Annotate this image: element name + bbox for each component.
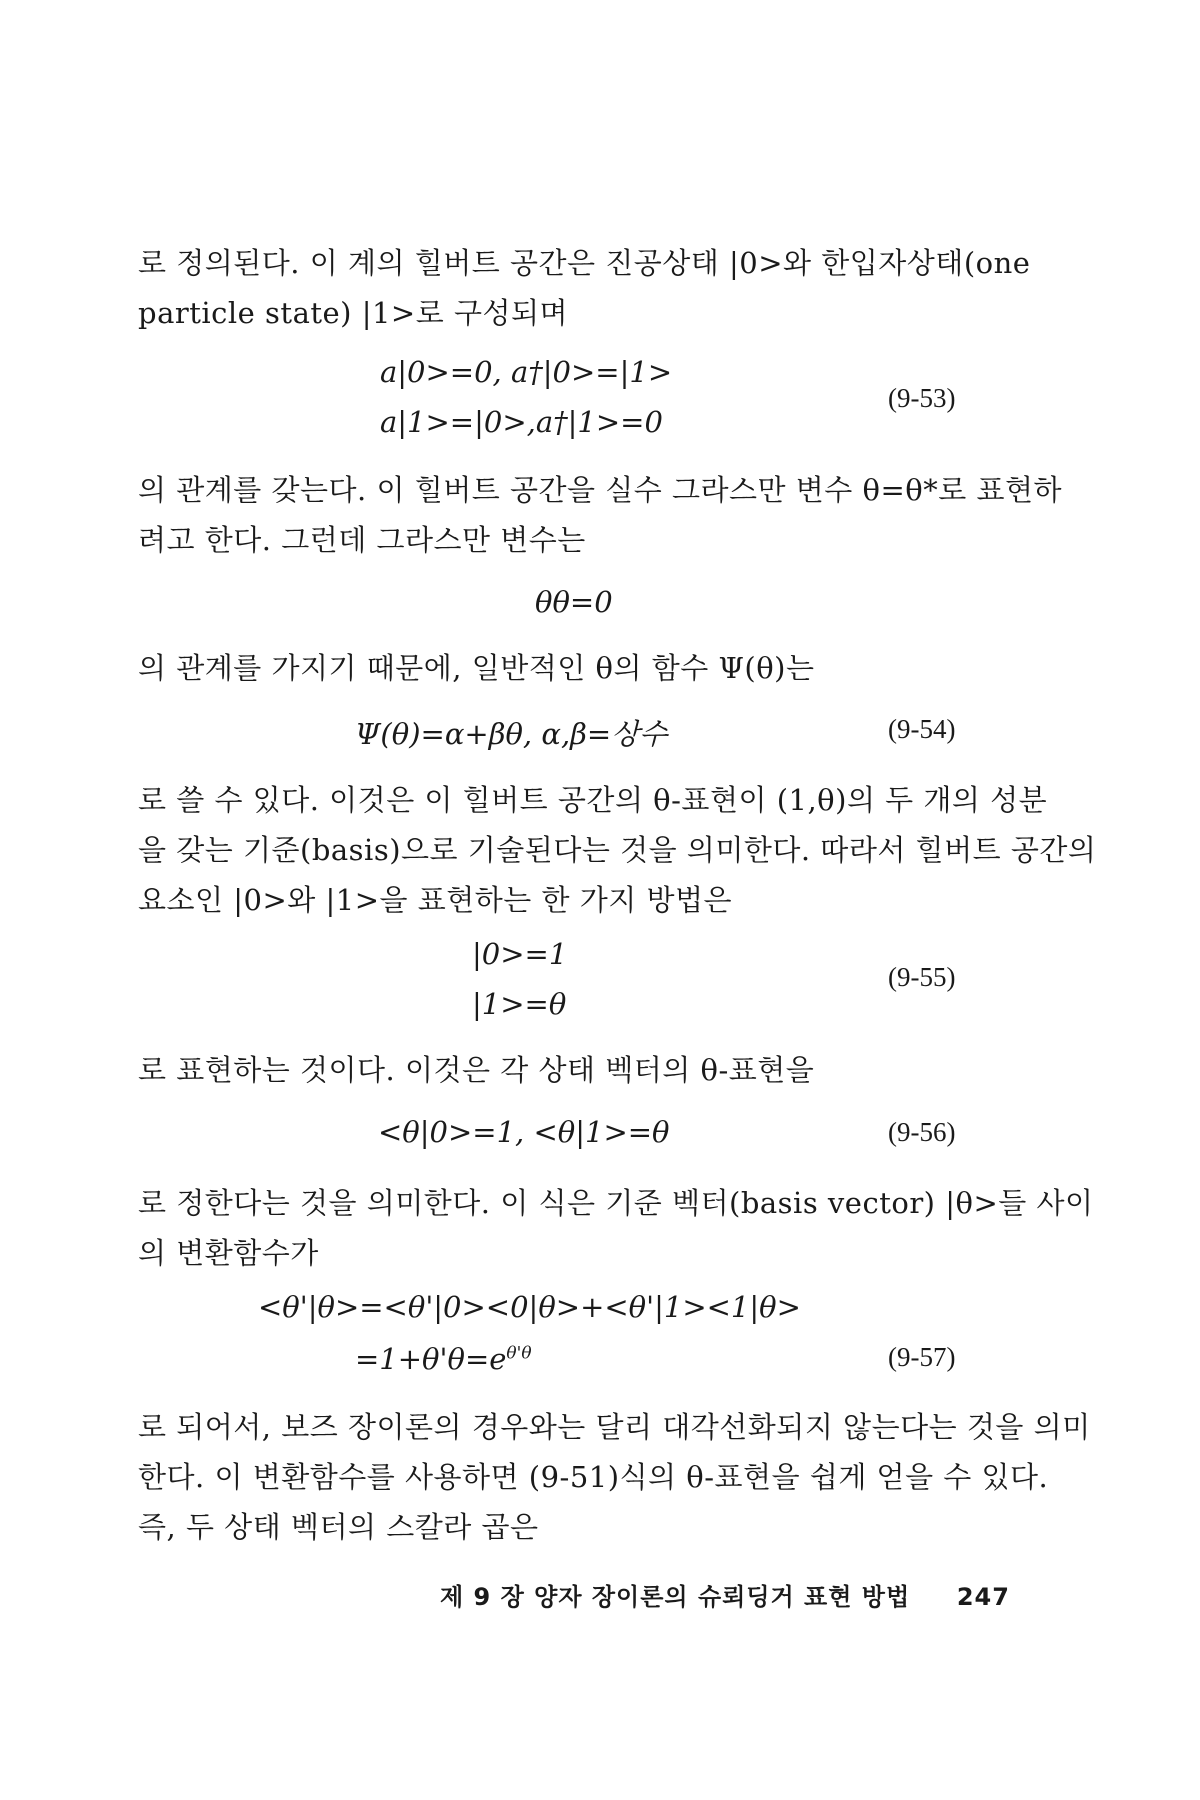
equation-9-55-line-2: |1>=θ [472,987,567,1021]
equation-number-9-55: (9-55) [888,962,956,992]
paragraph-7 [138,1402,1091,1552]
paragraph-1 [138,238,1031,338]
equation-number-9-57: (9-57) [888,1342,956,1372]
text-line: 로 정한다는 것을 의미한다. 이 식은 기준 벡터(basis vector) |θ>들 사이 [138,1186,1094,1220]
text-line: 요소인 |0>와 |1>을 표현하는 한 가지 방법은 [138,883,733,917]
paragraph-3 [138,643,998,693]
paragraph-4 [138,775,1097,925]
text-line: 한다. 이 변환함수를 사용하면 (9-51)식의 θ-표현을 쉽게 얻을 수 있다. [138,1460,1049,1494]
text-line: 려고 한다. 그런데 그라스만 변수는 [138,523,586,557]
equation-9-57-line-2 [355,1342,532,1376]
text-line: 을 갖는 기준(basis)으로 기술된다는 것을 의미한다. 따라서 힐버트 공간의 [138,833,1097,867]
equation-9-55-line-1: |0>=1 [472,937,568,971]
equation-number-9-54: (9-54) [888,714,956,744]
paragraph-6 [138,1178,1094,1278]
equation-9-53-line-2: a|1>=|0>,a†|1>=0 [380,405,663,439]
equation-9-57-exponent: θ'θ [506,1343,532,1364]
equation-9-57-line-1: <θ'|θ>=<θ'|0><0|θ>+<θ'|1><1|θ> [258,1290,801,1324]
equation-number-9-56: (9-56) [888,1117,956,1147]
equation-9-57-rhs: =1+θ'θ=e [355,1342,507,1376]
text-line: 로 정의된다. 이 계의 힐버트 공간은 진공상태 |0>와 한입자상태(one [138,246,1031,280]
text-line: 로 표현하는 것이다. 이것은 각 상태 벡터의 θ-표현을 [138,1053,815,1087]
equation-number-9-53: (9-53) [888,383,956,413]
text-line: 로 쓸 수 있다. 이것은 이 힐버트 공간의 θ-표현이 (1,θ)의 두 개의 성분 [138,783,1048,817]
equation-theta-squared: θθ=0 [535,585,613,619]
text-line: 의 관계를 가지기 때문에, 일반적인 θ의 함수 Ψ(θ)는 [138,651,815,685]
running-header-chapter: 제 9 장 양자 장이론의 슈뢰딩거 표현 방법 [440,1583,911,1611]
text-line: 로 되어서, 보즈 장이론의 경우와는 달리 대각선화되지 않는다는 것을 의미 [138,1410,1091,1444]
equation-9-54: Ψ(θ)=α+βθ, α,β=상수 [355,717,668,751]
text-line: 의 관계를 갖는다. 이 힐버트 공간을 실수 그라스만 변수 θ=θ*로 표현하 [138,473,1062,507]
text-line: 의 변환함수가 [138,1236,319,1270]
text-line: 즉, 두 상태 벡터의 스칼라 곱은 [138,1510,539,1544]
paragraph-2 [138,465,1062,565]
equation-9-53-line-1: a|0>=0, a†|0>=|1> [380,355,673,389]
text-line: particle state) |1>로 구성되며 [138,296,569,330]
paragraph-5 [138,1045,998,1095]
equation-9-56: <θ|0>=1, <θ|1>=θ [378,1115,670,1149]
page-footer [440,1577,1010,1612]
page-number: 247 [956,1583,1010,1611]
